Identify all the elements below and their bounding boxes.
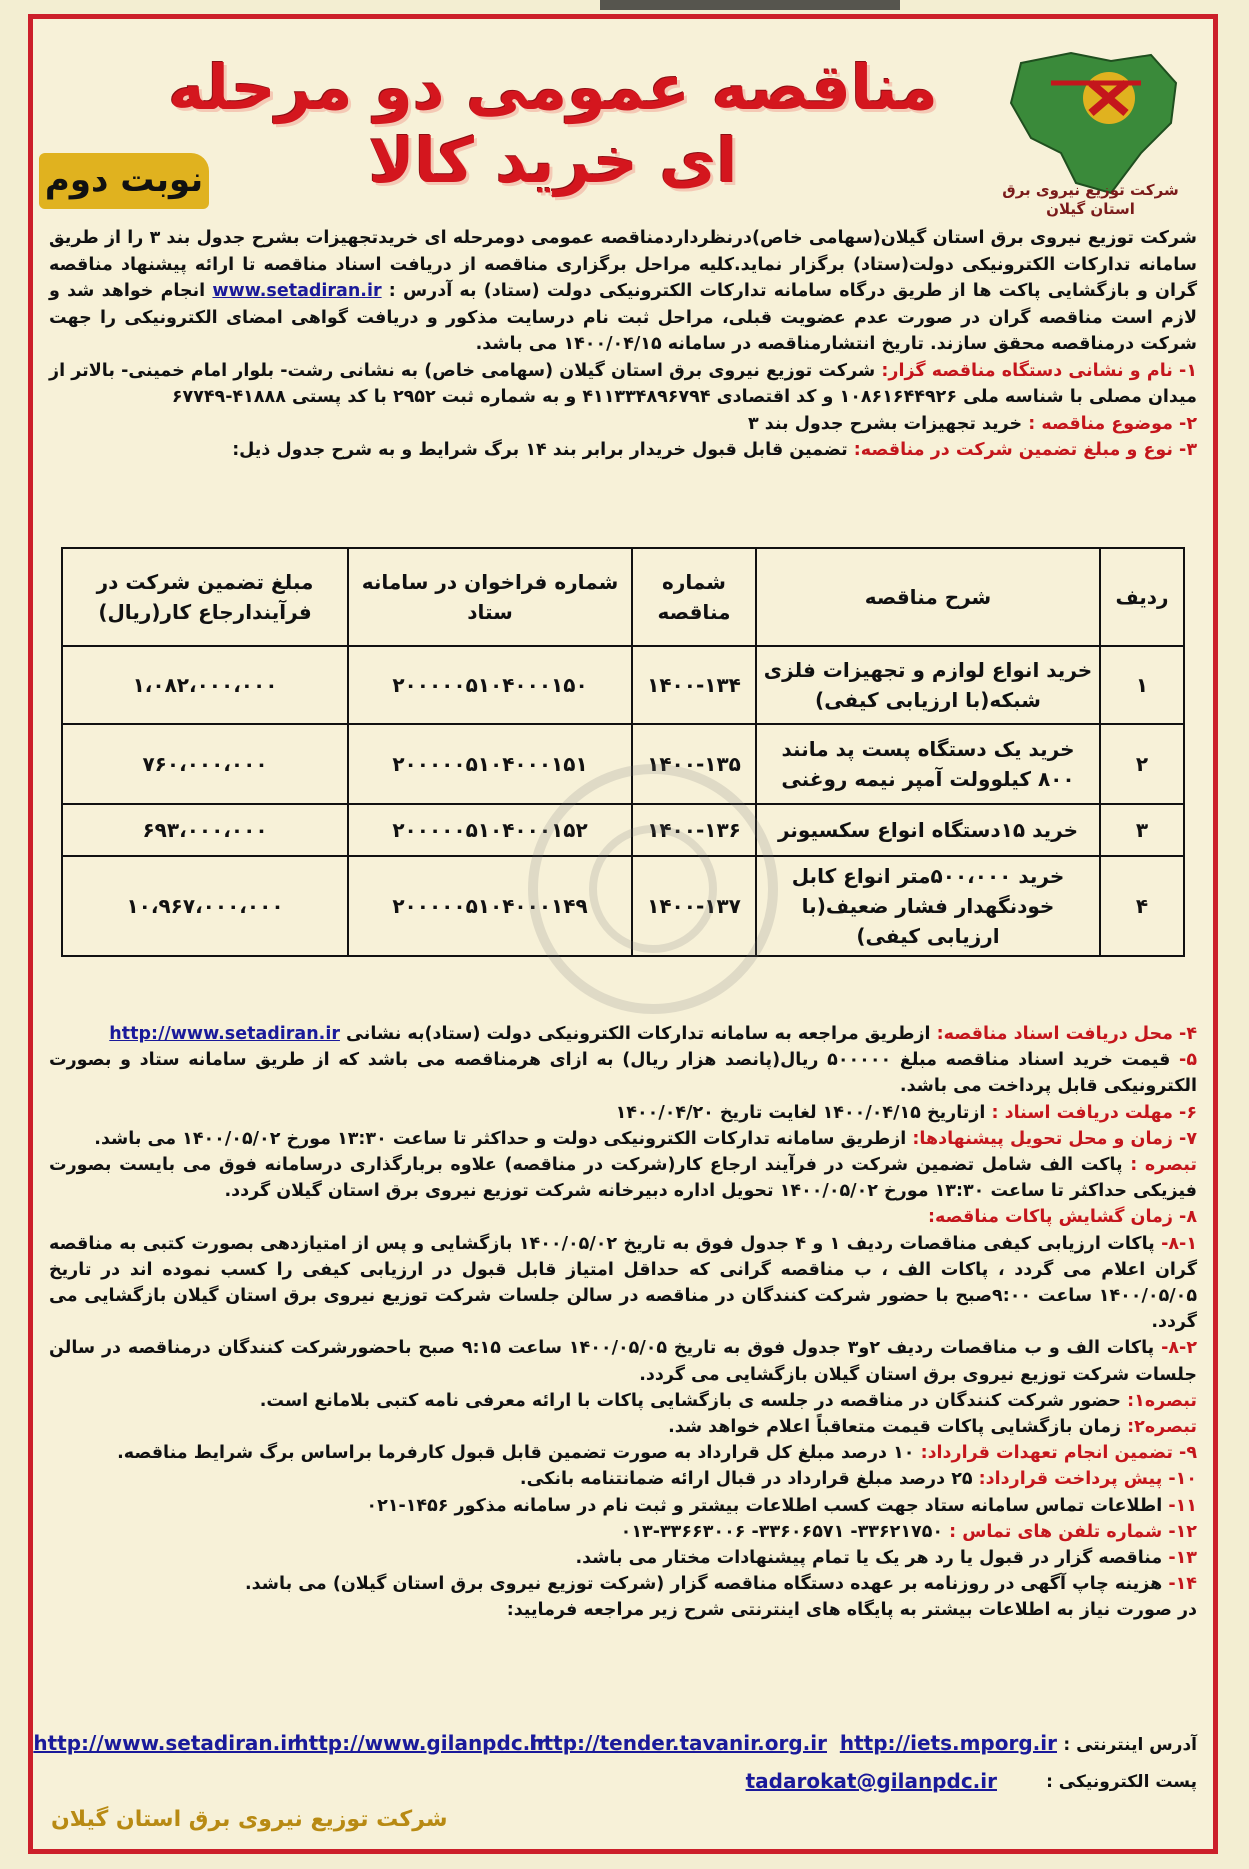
cell-call-number: ۲۰۰۰۰۰۵۱۰۴۰۰۰۱۴۹ <box>348 856 632 956</box>
links-label: آدرس اینترنتی : <box>1063 1735 1197 1755</box>
item-12-text: ۳۳۶۲۱۷۵۰- ۳۳۶۰۶۵۷۱- ۳۳۶۶۳۰۰۶-۰۱۳ <box>620 1521 944 1542</box>
item-4-text: ازطریق مراجعه به سامانه تدارکات الکترونیکی دولت (ستاد)به نشانی <box>346 1024 931 1044</box>
col-description: شرح مناقصه <box>756 548 1100 646</box>
table-row <box>62 646 1184 724</box>
ad-page <box>28 14 1218 1854</box>
link-tavanir[interactable]: http://tender.tavanir.org.ir <box>529 1731 827 1755</box>
note <box>49 1152 1197 1204</box>
item-11-label: ۱۱- <box>1168 1495 1197 1516</box>
item-4 <box>49 1021 1197 1047</box>
tender-table <box>61 547 1185 957</box>
intro-text-2: انجام خواهد شد و لازم است مناقصه گران در صورت عدم عضویت قبلی، مراحل ثبت نام درسایت مذکور و دریافت گواهی امضای الکترونیکی را جهت شرکت درمناقصه محقق سازند. تاریخ انتشارمناقصه در سامانه ۱۴۰۰/۰۴/۱۵ می باشد. <box>49 281 1197 354</box>
item-8-2 <box>49 1335 1197 1387</box>
cell-tender-number: ۱۴۰۰-۱۳۷ <box>632 856 756 956</box>
item-1-label: ۱- نام و نشانی دستگاه مناقصه گزار: <box>881 360 1197 381</box>
item-14-label: ۱۴- <box>1168 1574 1197 1595</box>
logo-caption: شرکت توزیع نیروی برق استان گیلان <box>1002 181 1179 218</box>
link-setadiran[interactable]: http://www.setadiran.ir <box>33 1731 297 1755</box>
item-8-label: ۸- زمان گشایش پاکات مناقصه: <box>928 1207 1197 1228</box>
intro-text-1: شرکت توزیع نیروی برق استان گیلان(سهامی خاص)درنظرداردمناقصه عمومی دومرحله ای خریدتجهیزات بشرح جدول بند ۳ را از طریق سامانه تدارکات الکترونیکی دولت(ستاد) برگزار نماید.کلیه مراحل برگزاری مناقصه از دریافت اسناد مناقصه تا ارائه پیشنهاد مناقصه گران و بازگشایی پاکت ها از طریق درگاه سامانه تدارکات الکترونیکی دولت (ستاد) به آدرس : <box>49 228 1198 301</box>
round-badge-label: نوبت دوم <box>44 160 204 200</box>
setadiran-link[interactable]: www.setadiran.ir <box>212 281 382 301</box>
item-5 <box>49 1047 1197 1099</box>
cell-tender-number: ۱۴۰۰-۱۳۶ <box>632 804 756 856</box>
item-5-text: قیمت خرید اسناد مناقصه مبلغ ۵۰۰۰۰۰ ریال(پانصد هزار ریال) به ازای هرمناقصه می باشد که از طریق سامانه ستاد و بصورت الکترونیکی قابل پرداخت می باشد. <box>49 1050 1197 1097</box>
item-13 <box>49 1545 1197 1571</box>
intro-section <box>49 225 1197 464</box>
note-1 <box>49 1388 1197 1414</box>
cell-description: خرید ۵۰۰،۰۰۰متر انواع کابل خودنگهدار فشار ضعیف(با ارزیابی کیفی) <box>756 856 1100 956</box>
item-13-text: مناقصه گزار در قبول یا رد هر یک یا تمام پیشنهادات مختار می باشد. <box>575 1548 1163 1569</box>
link-iets[interactable]: http://iets.mporg.ir <box>839 1731 1057 1755</box>
cell-guarantee: ۶۹۳،۰۰۰،۰۰۰ <box>62 804 348 856</box>
note-1-label: تبصره۱: <box>1127 1390 1197 1411</box>
item-8-1-label: ۸-۱- <box>1161 1233 1198 1254</box>
cell-description: خرید یک دستگاه پست پد مانند ۸۰۰ کیلوولت آمپر نیمه روغنی <box>756 724 1100 804</box>
item-12-label: ۱۲- شماره تلفن های تماس : <box>949 1521 1197 1542</box>
item-9 <box>49 1440 1197 1466</box>
item-2-label: ۲- موضوع مناقصه : <box>1028 413 1197 434</box>
item-5-label: ۵- <box>1179 1050 1197 1071</box>
item-8-2-label: ۸-۲- <box>1161 1338 1198 1359</box>
cell-call-number: ۲۰۰۰۰۰۵۱۰۴۰۰۰۱۵۱ <box>348 724 632 804</box>
item-10-label: ۱۰- پیش پرداخت قرارداد: <box>978 1469 1197 1490</box>
item-8-2-text: پاکات الف و ب مناقصات ردیف ۲و۳ جدول فوق به تاریخ ۱۴۰۰/۰۵/۰۵ ساعت ۹:۱۵ صبح باحضورشرکت کنندگان درمناقصه در سالن جلسات شرکت توزیع نیروی برق استان گیلان بازگشایی می گردد. <box>49 1338 1197 1385</box>
item-8 <box>49 1204 1197 1230</box>
col-tender-number: شماره مناقصه <box>632 548 756 646</box>
item-12 <box>49 1519 1197 1545</box>
item-1 <box>49 358 1197 411</box>
item-11 <box>49 1493 1197 1519</box>
item-3-label: ۳- نوع و مبلغ تضمین شرکت در مناقصه: <box>853 440 1197 460</box>
round-badge <box>39 153 209 209</box>
table-row <box>62 804 1184 856</box>
col-guarantee: مبلغ تضمین شرکت در فرآیندارجاع کار(ریال) <box>62 548 348 646</box>
web-links <box>33 1731 1197 1771</box>
cell-guarantee: ۱۰،۹۶۷،۰۰۰،۰۰۰ <box>62 856 348 956</box>
more-info <box>49 1597 1197 1623</box>
cell-call-number: ۲۰۰۰۰۰۵۱۰۴۰۰۰۱۵۲ <box>348 804 632 856</box>
item-3 <box>49 437 1197 464</box>
col-call-number: شماره فراخوان در سامانه ستاد <box>348 548 632 646</box>
cell-description: خرید ۱۵دستگاه انواع سکسیونر <box>756 804 1100 856</box>
item-2-text: خرید تجهیزات بشرح جدول بند ۳ <box>748 413 1023 434</box>
item-14 <box>49 1571 1197 1597</box>
table-header-row <box>62 548 1184 646</box>
cell-call-number: ۲۰۰۰۰۰۵۱۰۴۰۰۰۱۵۰ <box>348 646 632 724</box>
item-7 <box>49 1126 1197 1152</box>
cell-description: خرید انواع لوازم و تجهیزات فلزی شبکه(با ارزیابی کیفی) <box>756 646 1100 724</box>
email-label: پست الکترونیکی : <box>1046 1772 1197 1792</box>
company-logo-icon <box>991 43 1191 203</box>
table-row <box>62 724 1184 804</box>
note-2 <box>49 1414 1197 1440</box>
table-row <box>62 856 1184 956</box>
details-section <box>49 1021 1197 1624</box>
link-gilanpdc[interactable]: http://www.gilanpdc.ir <box>294 1731 547 1755</box>
page-title: مناقصه عمومی دو مرحله ای خرید کالا <box>168 51 938 197</box>
col-row-number: ردیف <box>1100 548 1184 646</box>
item-10-text: ۲۵ درصد مبلغ قرارداد در قبال ارائه ضمانتنامه بانکی. <box>519 1469 973 1490</box>
item-14-text: هزینه چاپ آگهی در روزنامه بر عهده دستگاه مناقصه گزار (شرکت توزیع نیروی برق استان گیلان) می باشد. <box>245 1574 1163 1595</box>
footer-company: شرکت توزیع نیروی برق استان گیلان <box>51 1807 448 1832</box>
cell-row: ۲ <box>1100 724 1184 804</box>
note-text: پاکت الف شامل تضمین شرکت در فرآیند ارجاع کار(شرکت در مناقصه) علاوه بربارگذاری درسامانه فوق می بایست بصورت فیزیکی حداکثر تا ساعت ۱۳:۳۰ مورخ ۱۴۰۰/۰۵/۰۲ تحویل اداره دبیرخانه شرکت توزیع نیروی برق استان گیلان گردد. <box>49 1155 1197 1202</box>
note-1-text: حضور شرکت کنندگان در مناقصه در جلسه ی بازگشایی پاکات با ارائه معرفی نامه کتبی بلامانع است. <box>259 1390 1122 1411</box>
cell-row: ۴ <box>1100 856 1184 956</box>
more-info-text: در صورت نیاز به اطلاعات بیشتر به پایگاه های اینترنتی شرح زیر مراجعه فرمایید: <box>506 1600 1197 1621</box>
item-11-text: اطلاعات تماس سامانه ستاد جهت کسب اطلاعات بیشتر و ثبت نام در سامانه مذکور ۱۴۵۶-۰۲۱ <box>366 1495 1163 1516</box>
item-9-text: ۱۰ درصد مبلغ کل قرارداد به صورت تضمین قابل قبول کارفرما براساس برگ شرایط مناقصه. <box>117 1443 915 1464</box>
email-row <box>597 1769 1197 1799</box>
item-9-label: ۹- تضمین انجام تعهدات قرارداد: <box>920 1443 1197 1464</box>
note-label: تبصره : <box>1130 1155 1197 1176</box>
cell-row: ۳ <box>1100 804 1184 856</box>
item-2 <box>49 411 1197 438</box>
note-2-label: تبصره۲: <box>1127 1417 1197 1438</box>
item-4-label: ۴- محل دریافت اسناد مناقصه: <box>936 1024 1197 1044</box>
cell-guarantee: ۷۶۰،۰۰۰،۰۰۰ <box>62 724 348 804</box>
cell-guarantee: ۱،۰۸۲،۰۰۰،۰۰۰ <box>62 646 348 724</box>
item-4-link[interactable]: http://www.setadiran.ir <box>109 1024 340 1044</box>
item-13-label: ۱۳- <box>1168 1548 1197 1569</box>
cell-tender-number: ۱۴۰۰-۱۳۵ <box>632 724 756 804</box>
item-1-text: شرکت توزیع نیروی برق استان گیلان (سهامی خاص) به نشانی رشت- بلوار امام خمینی- بالاتر از میدان مصلی با شناسه ملی ۱۰۸۶۱۶۴۴۹۲۶ و کد اقتصادی ۴۱۱۳۳۴۸۹۶۷۹۴ و به شماره ثبت ۲۹۵۲ با کد پستی ۴۱۸۸۸-۶۷۷۴۹ <box>49 360 1197 407</box>
header <box>33 19 1213 219</box>
item-6-text: ازتاریخ ۱۴۰۰/۰۴/۱۵ لغایت تاریخ ۱۴۰۰/۰۴/۲۰ <box>615 1102 986 1123</box>
note-2-text: زمان بازگشایی پاکات قیمت متعاقباً اعلام خواهد شد. <box>668 1417 1122 1438</box>
item-6 <box>49 1100 1197 1126</box>
email-link[interactable]: tadarokat@gilanpdc.ir <box>745 1769 997 1793</box>
item-8-1 <box>49 1231 1197 1336</box>
item-7-label: ۷- زمان و محل تحویل پیشنهادها: <box>912 1128 1197 1149</box>
item-6-label: ۶- مهلت دریافت اسناد : <box>991 1102 1197 1123</box>
top-strip <box>600 0 900 10</box>
item-3-text: تضمین قابل قبول خریدار برابر بند ۱۴ برگ شرایط و به شرح جدول ذیل: <box>232 440 848 460</box>
item-7-text: ازطریق سامانه تدارکات الکترونیکی دولت و حداکثر تا ساعت ۱۳:۳۰ مورخ ۱۴۰۰/۰۵/۰۲ می باشد. <box>94 1128 907 1149</box>
item-10 <box>49 1466 1197 1492</box>
intro-paragraph <box>49 225 1197 358</box>
cell-row: ۱ <box>1100 646 1184 724</box>
item-8-1-text: پاکات ارزیابی کیفی مناقصات ردیف ۱ و ۴ جدول فوق به تاریخ ۱۴۰۰/۰۵/۰۲ بازگشایی و پس از امتیازدهی بصورت کتبی به مناقصه گران اعلام می گردد ، پاکات الف ، ب مناقصه گرانی که حداقل امتیاز قابل قبول در ارزیابی کیفی را کسب نموده اند در تاریخ ۱۴۰۰/۰۵/۰۵ ساعت ۹:۰۰صبح با حضور شرکت کنندگان در مناقصه در سالن جلسات شرکت توزیع نیروی برق استان گیلان بازگشایی می گردد. <box>49 1233 1197 1333</box>
cell-tender-number: ۱۴۰۰-۱۳۴ <box>632 646 756 724</box>
